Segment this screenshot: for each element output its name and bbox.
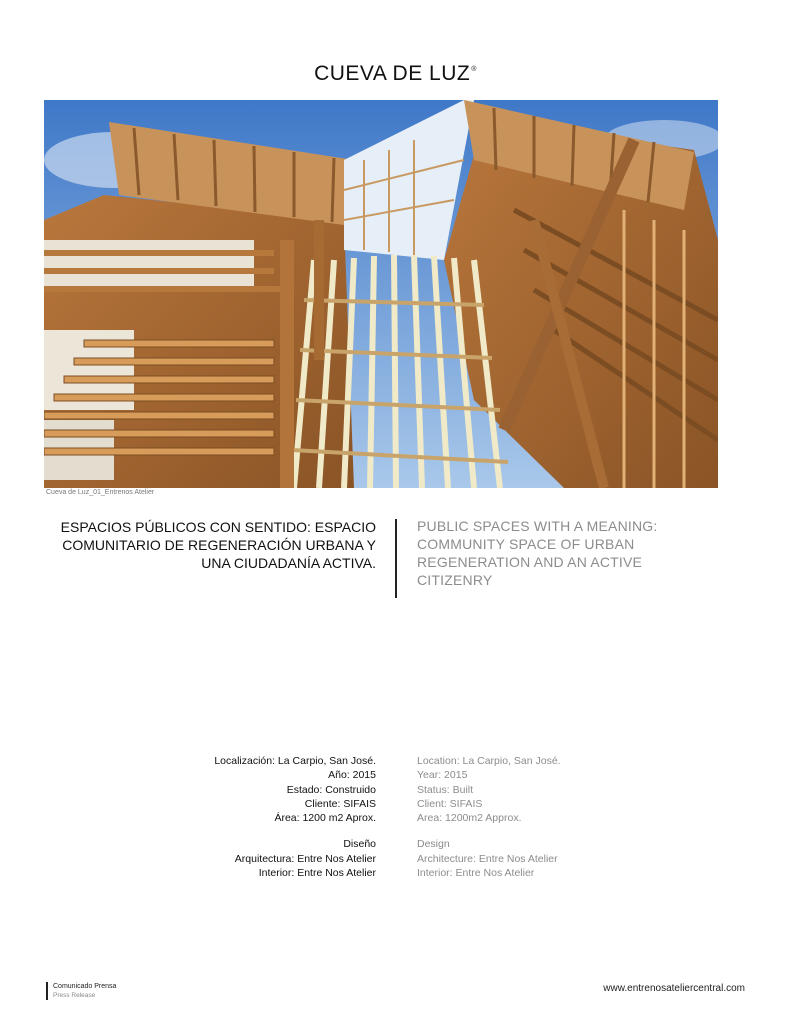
- spec-location-en: Location: La Carpio, San José.: [417, 755, 561, 767]
- credit-design-en: Design: [417, 838, 450, 851]
- document-title: [0, 62, 791, 86]
- headline-spanish: ESPACIOS PÚBLICOS CON SENTIDO: ESPACIO COMUNITARIO DE REGENERACIÓN URBANA Y UNA CIUDADANÍA ACTIVA.: [60, 519, 376, 571]
- spec-status-en: Status: Built: [417, 783, 474, 796]
- spec-year-en: Year: 2015: [417, 769, 468, 782]
- column-divider: [395, 519, 397, 598]
- spacer: [417, 825, 561, 837]
- credit-architecture-es: Arquitectura: Entre Nos Atelier: [234, 852, 376, 865]
- registered-mark: ®: [471, 66, 477, 73]
- headline-english: PUBLIC SPACES WITH A MEANING: COMMUNITY SPACE OF URBAN REGENERATION AND AN ACTIVE CITIZENRY: [417, 518, 658, 588]
- credit-design-es: Diseño: [343, 838, 376, 851]
- spec-client-en: Client: SIFAIS: [417, 797, 483, 810]
- credit-architecture-en: Architecture: Entre Nos Atelier: [417, 852, 558, 865]
- press-release-label: [46, 982, 116, 1000]
- credit-interior-es: Interior: Entre Nos Atelier: [258, 867, 376, 880]
- spec-location-es: Localización: La Carpio, San José.: [214, 755, 376, 767]
- spec-status-es: Estado: Construido: [286, 783, 376, 796]
- spec-area-en: Area: 1200m2 Approx.: [417, 812, 522, 825]
- spec-area-es: Área: 1200 m2 Aprox.: [274, 812, 376, 825]
- spacer: [214, 825, 376, 837]
- spec-client-es: Cliente: SIFAIS: [304, 797, 376, 810]
- project-specs-english: [417, 754, 561, 880]
- press-release-es: Comunicado Prensa: [53, 983, 117, 990]
- credit-interior-en: Interior: Entre Nos Atelier: [417, 867, 535, 880]
- photo-caption: Cueva de Luz_01_Entrenos Atelier: [46, 489, 155, 496]
- title-text: CUEVA DE LUZ: [314, 62, 471, 85]
- building-photo: [44, 100, 718, 488]
- website-link[interactable]: www.entrenosateliercentral.com: [603, 983, 745, 994]
- project-specs-spanish: [214, 754, 376, 880]
- press-release-en: Press Release: [53, 992, 96, 999]
- spec-year-es: Año: 2015: [328, 769, 376, 782]
